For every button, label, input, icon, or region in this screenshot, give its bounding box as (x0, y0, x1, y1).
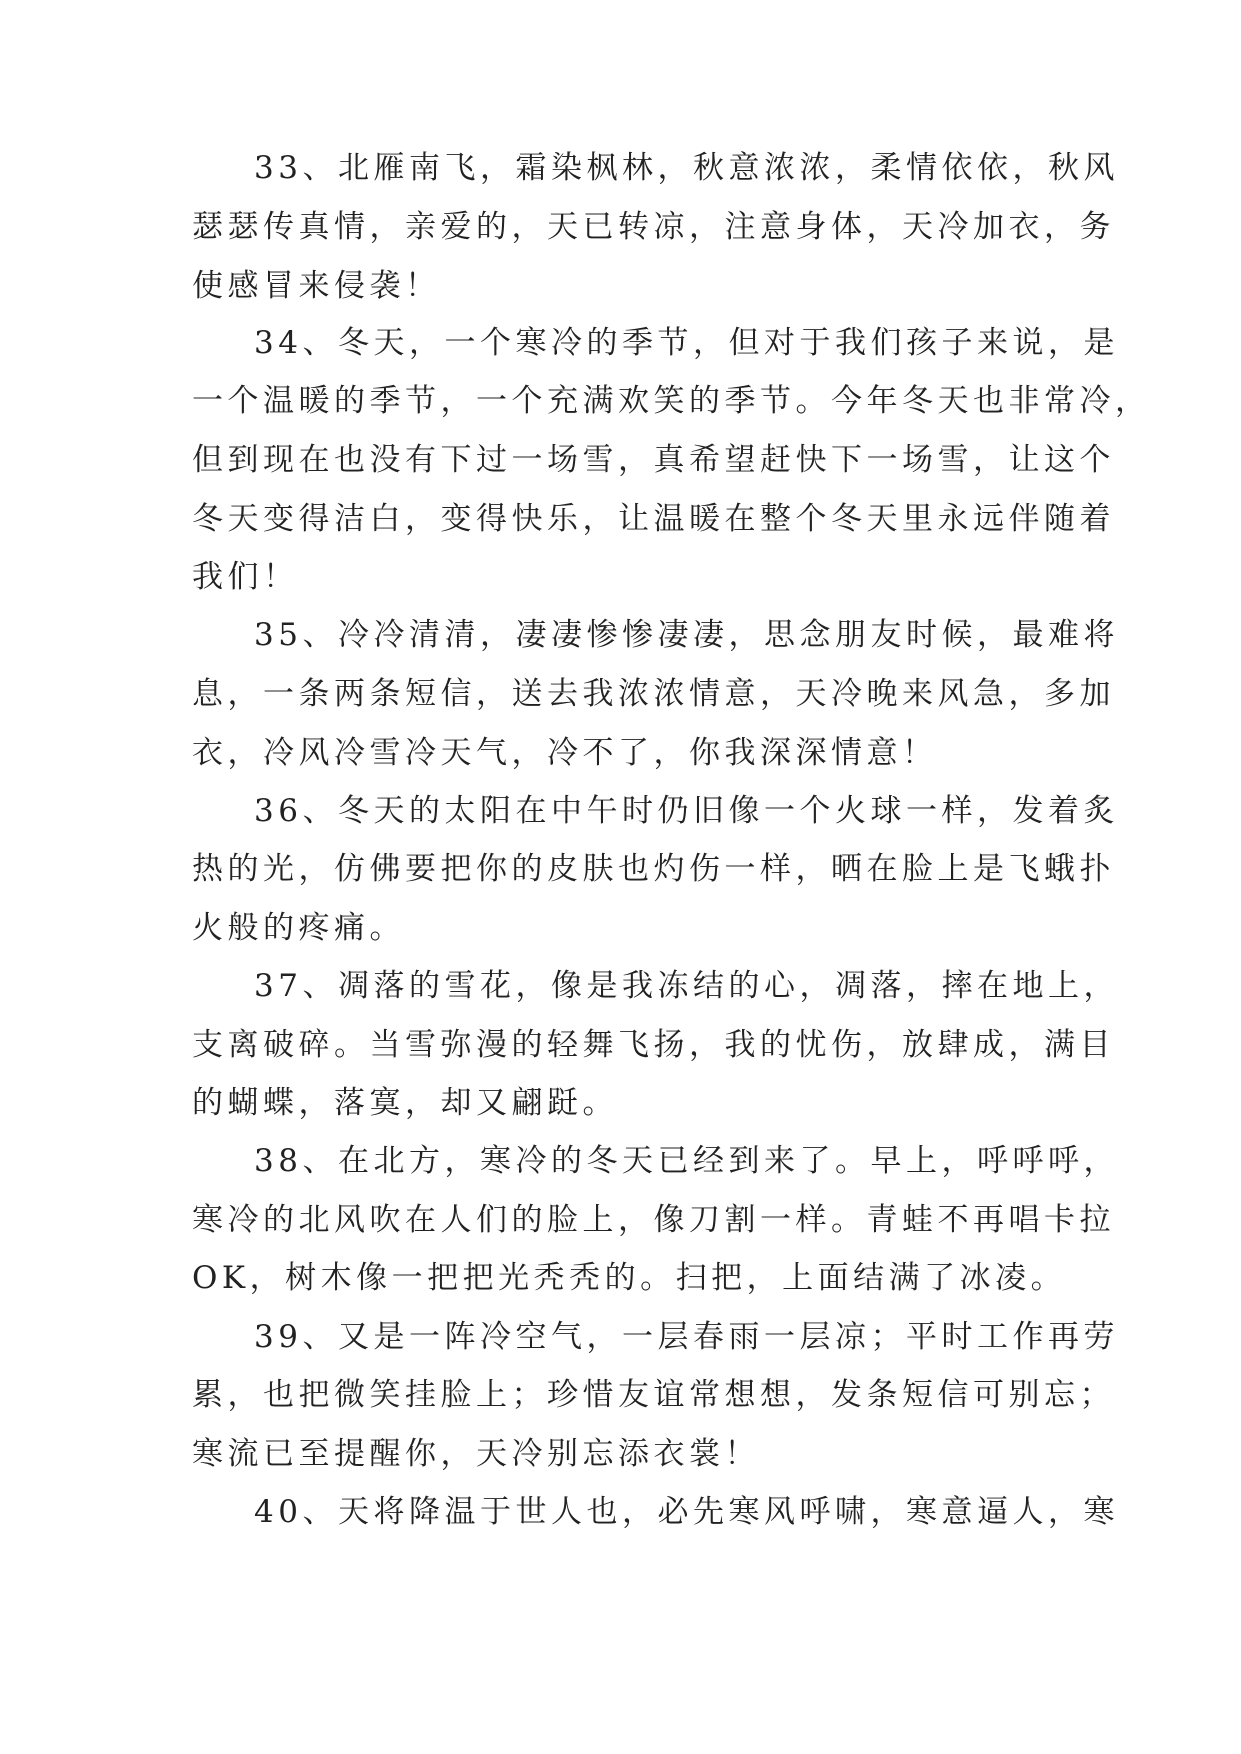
paragraph-37-line-1: 37、凋落的雪花，像是我冻结的心，凋落，摔在地上， (254, 968, 1119, 1004)
paragraph-37-line-2: 支离破碎。当雪弥漫的轻舞飞扬，我的忧伤，放肆成，满目 (192, 1027, 1115, 1063)
paragraph-35-line-1: 35、冷冷清清，凄凄惨惨凄凄，思念朋友时候，最难将 (254, 617, 1119, 653)
paragraph-40-line-1: 40、天将降温于世人也，必先寒风呼啸，寒意逼人，寒 (254, 1494, 1119, 1530)
paragraph-36-line-3: 火般的疼痛。 (192, 910, 405, 946)
paragraph-37-line-3: 的蝴蝶，落寞，却又翩跹。 (192, 1085, 618, 1121)
paragraph-36-line-1: 36、冬天的太阳在中午时仍旧像一个火球一样，发着炙 (254, 793, 1119, 829)
paragraph-36-line-2: 热的光，仿佛要把你的皮肤也灼伤一样，晒在脸上是飞蛾扑 (192, 851, 1115, 887)
paragraph-39-line-2: 累，也把微笑挂脸上；珍惜友谊常想想，发条短信可别忘； (192, 1377, 1115, 1413)
paragraph-34-line-1: 34、冬天，一个寒冷的季节，但对于我们孩子来说，是 (254, 325, 1119, 361)
paragraph-34-line-4: 冬天变得洁白，变得快乐，让温暖在整个冬天里永远伴随着 (192, 501, 1115, 537)
paragraph-33-line-1: 33、北雁南飞，霜染枫林，秋意浓浓，柔情依依，秋风 (254, 150, 1119, 186)
paragraph-35-line-2: 息，一条两条短信，送去我浓浓情意，天冷晚来风急，多加 (192, 676, 1115, 712)
paragraph-33-line-3: 使感冒来侵袭！ (192, 268, 441, 304)
paragraph-38-line-3: OK，树木像一把把光秃秃的。扫把，上面结满了冰凌。 (192, 1260, 1067, 1296)
paragraph-39-line-1: 39、又是一阵冷空气，一层春雨一层凉；平时工作再劳 (254, 1319, 1119, 1355)
paragraph-34-line-5: 我们！ (192, 559, 299, 595)
paragraph-34-line-3: 但到现在也没有下过一场雪，真希望赶快下一场雪，让这个 (192, 442, 1115, 478)
paragraph-34-line-2: 一个温暖的季节，一个充满欢笑的季节。今年冬天也非常冷， (192, 383, 1151, 419)
paragraph-38-line-1: 38、在北方，寒冷的冬天已经到来了。早上，呼呼呼， (254, 1143, 1119, 1179)
paragraph-38-line-2: 寒冷的北风吹在人们的脸上，像刀割一样。青蛙不再唱卡拉 (192, 1202, 1115, 1238)
paragraph-35-line-3: 衣，冷风冷雪冷天气，冷不了，你我深深情意！ (192, 735, 938, 771)
paragraph-33-line-2: 瑟瑟传真情，亲爱的，天已转凉，注意身体，天冷加衣，务 (192, 209, 1115, 245)
paragraph-39-line-3: 寒流已至提醒你，天冷别忘添衣裳！ (192, 1436, 760, 1472)
